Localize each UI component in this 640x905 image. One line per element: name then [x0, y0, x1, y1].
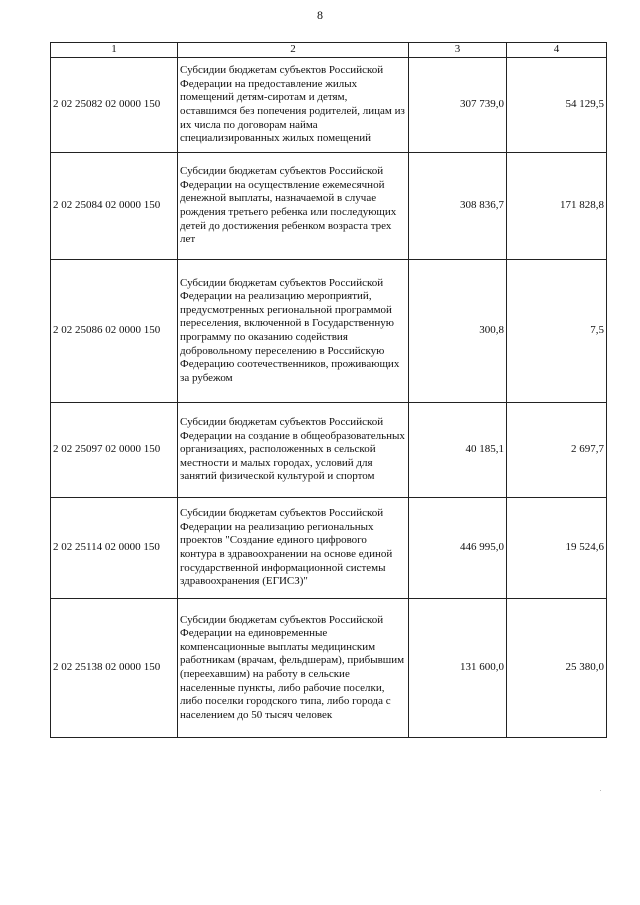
column-header-3: 3 [409, 43, 507, 58]
table-row [51, 498, 607, 599]
budget-code-cell: 2 02 25084 02 0000 150 [51, 153, 178, 260]
description-cell: Субсидии бюджетам субъектов Российской Федерации на единовременные компенсационные выплаты медицинским работникам (врачам, фельдшерам), прибывшим (переехавшим) на работу в сельские населенные пункты, либо рабочие поселки, либо поселки городского типа, либо города с населением до 50 тысяч человек [178, 599, 409, 738]
amount-col4-cell: 171 828,8 [507, 153, 607, 260]
scan-speck [600, 790, 601, 791]
table-row [51, 260, 607, 403]
description-cell: Субсидии бюджетам субъектов Российской Федерации на реализацию мероприятий, предусмотренных региональной программой переселения, включенной в Государственную программу по оказанию содействия добровольному переселению в Российскую Федерацию соотечественников, проживающих за рубежом [178, 260, 409, 403]
amount-col3-cell: 131 600,0 [409, 599, 507, 738]
amount-col3-cell: 307 739,0 [409, 58, 507, 153]
budget-code-cell: 2 02 25138 02 0000 150 [51, 599, 178, 738]
description-cell: Субсидии бюджетам субъектов Российской Федерации на реализацию региональных проектов "Создание единого цифрового контура в здравоохранении на основе единой государственной информационной системы здравоохранения (ЕГИСЗ)" [178, 498, 409, 599]
amount-col4-cell: 54 129,5 [507, 58, 607, 153]
budget-table [50, 42, 607, 738]
amount-col4-cell: 25 380,0 [507, 599, 607, 738]
budget-code-cell: 2 02 25086 02 0000 150 [51, 260, 178, 403]
table-row [51, 153, 607, 260]
description-cell: Субсидии бюджетам субъектов Российской Федерации на предоставление жилых помещений детям-сиротам и детям, оставшимся без попечения родителей, лицам из их числа по договорам найма специализированных жилых помещений [178, 58, 409, 153]
table-header-row [51, 43, 607, 58]
table-row [51, 403, 607, 498]
budget-code-cell: 2 02 25114 02 0000 150 [51, 498, 178, 599]
amount-col3-cell: 40 185,1 [409, 403, 507, 498]
amount-col4-cell: 2 697,7 [507, 403, 607, 498]
table-row [51, 58, 607, 153]
amount-col3-cell: 300,8 [409, 260, 507, 403]
description-cell: Субсидии бюджетам субъектов Российской Федерации на создание в общеобразовательных организациях, расположенных в сельской местности и малых городах, условий для занятий физической культурой и спортом [178, 403, 409, 498]
column-header-2: 2 [178, 43, 409, 58]
amount-col4-cell: 19 524,6 [507, 498, 607, 599]
budget-code-cell: 2 02 25097 02 0000 150 [51, 403, 178, 498]
table-row [51, 599, 607, 738]
column-header-4: 4 [507, 43, 607, 58]
description-cell: Субсидии бюджетам субъектов Российской Федерации на осуществление ежемесячной денежной выплаты, назначаемой в случае рождения третьего ребенка или последующих детей до достижения ребенком возраста трех лет [178, 153, 409, 260]
page-number: 8 [317, 8, 323, 22]
amount-col3-cell: 446 995,0 [409, 498, 507, 599]
amount-col4-cell: 7,5 [507, 260, 607, 403]
budget-code-cell: 2 02 25082 02 0000 150 [51, 58, 178, 153]
column-header-1: 1 [51, 43, 178, 58]
amount-col3-cell: 308 836,7 [409, 153, 507, 260]
